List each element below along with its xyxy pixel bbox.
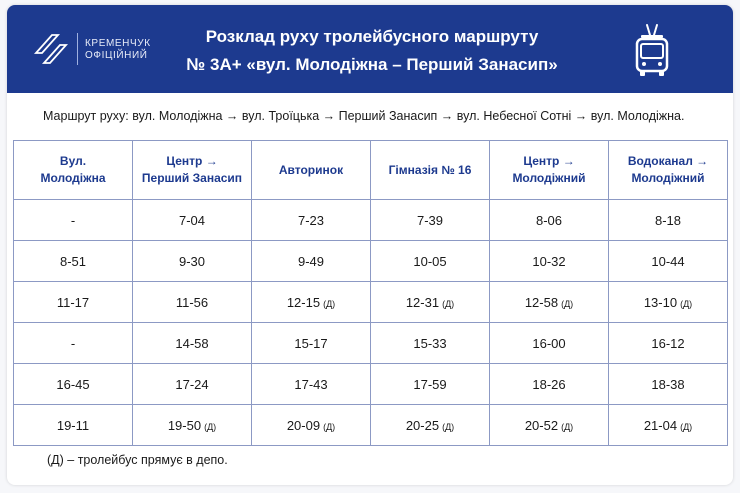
time-value: 20-09 [286, 417, 321, 433]
time-cell [252, 241, 371, 282]
time-cell [133, 405, 252, 446]
time-value: 18-26 [532, 376, 566, 392]
time-value: 15-17 [294, 335, 328, 351]
depot-mark: (Д) [680, 421, 693, 432]
schedule-table [13, 140, 728, 446]
time-value: 17-24 [175, 376, 209, 392]
logo-divider [77, 33, 78, 65]
depot-mark: (Д) [323, 298, 336, 309]
time-cell [609, 241, 728, 282]
column-header-line2: Молодіжний [631, 171, 705, 185]
time-cell [371, 241, 490, 282]
logo-line1: КРЕМЕНЧУК [85, 38, 151, 49]
time-value: 18-38 [651, 376, 685, 392]
column-header-line1: Водоканал → [627, 154, 709, 168]
table-body [14, 200, 728, 446]
time-value: 8-18 [654, 212, 682, 228]
time-cell [14, 282, 133, 323]
time-value: 11-56 [175, 294, 209, 310]
time-cell [133, 364, 252, 405]
time-value: 15-33 [413, 335, 447, 351]
time-cell [609, 282, 728, 323]
depot-mark: (Д) [204, 421, 217, 432]
column-header [14, 141, 133, 200]
time-value: 7-04 [178, 212, 206, 228]
time-value: 20-52 [524, 417, 559, 433]
page-title-line2: № 3А+ «вул. Молодіжна – Перший Занасип» [186, 55, 558, 74]
trolleybus-icon [633, 23, 671, 79]
time-value: 19-11 [56, 417, 90, 433]
time-cell [609, 323, 728, 364]
time-value: 10-44 [651, 253, 685, 269]
time-cell [490, 200, 609, 241]
time-value: 17-43 [294, 376, 328, 392]
table-header-row [14, 141, 728, 200]
depot-mark: (Д) [561, 421, 574, 432]
depot-mark: (Д) [442, 421, 455, 432]
time-cell [490, 323, 609, 364]
time-cell [14, 200, 133, 241]
time-value: 17-59 [413, 376, 447, 392]
time-value: 12-15 [286, 294, 321, 310]
column-header-line2: Молодіжна [40, 171, 106, 185]
column-header-line1: Гімназія № 16 [388, 162, 472, 177]
time-value: 10-05 [413, 253, 447, 269]
column-header-line1: Вул. [59, 154, 87, 168]
time-value: 11-17 [56, 294, 90, 310]
time-cell [490, 364, 609, 405]
time-cell [14, 241, 133, 282]
time-cell [490, 405, 609, 446]
time-value: 16-12 [651, 335, 685, 351]
time-cell [609, 200, 728, 241]
table-row [14, 405, 728, 446]
column-header [371, 141, 490, 200]
time-value: 13-10 [643, 294, 678, 310]
column-header [133, 141, 252, 200]
column-header-line2: Молодіжний [512, 171, 586, 185]
time-value: 7-39 [416, 212, 444, 228]
time-value: - [70, 212, 76, 228]
time-cell [14, 405, 133, 446]
column-header-line2: Перший Занасип [141, 171, 243, 185]
time-cell [490, 282, 609, 323]
time-cell [133, 241, 252, 282]
schedule-card [7, 5, 733, 485]
time-cell [14, 364, 133, 405]
time-cell [252, 200, 371, 241]
time-value: 12-31 [405, 294, 440, 310]
column-header-line1: Авторинок [278, 162, 344, 177]
route-description: Маршрут руху: вул. Молодіжна → вул. Троїцька → Перший Занасип → вул. Небесної Сотні → вул. Молодіжна. [43, 109, 685, 123]
column-header [609, 141, 728, 200]
depot-mark: (Д) [442, 298, 455, 309]
time-value: 8-06 [535, 212, 563, 228]
header-banner [7, 5, 733, 93]
time-cell [371, 364, 490, 405]
time-cell [371, 323, 490, 364]
time-value: 7-23 [297, 212, 325, 228]
time-cell [133, 200, 252, 241]
time-value: 12-58 [524, 294, 559, 310]
time-value: 14-58 [175, 335, 209, 351]
column-header-line1: Центр → [166, 154, 218, 168]
time-cell [490, 241, 609, 282]
footnote: (Д) – тролейбус прямує в депо. [47, 453, 228, 467]
time-value: - [70, 335, 76, 351]
depot-mark: (Д) [323, 421, 336, 432]
time-cell [252, 282, 371, 323]
column-header [490, 141, 609, 200]
time-cell [133, 323, 252, 364]
kremenchuk-logo-icon [32, 31, 68, 67]
table-row [14, 200, 728, 241]
column-header [252, 141, 371, 200]
table-row [14, 323, 728, 364]
logo-line2: ОФІЦІЙНИЙ [85, 50, 148, 61]
time-cell [252, 364, 371, 405]
time-cell [371, 200, 490, 241]
time-cell [371, 282, 490, 323]
time-value: 8-51 [59, 253, 87, 269]
time-cell [133, 282, 252, 323]
time-cell [609, 405, 728, 446]
logo-text [85, 38, 151, 62]
time-value: 9-30 [178, 253, 206, 269]
depot-mark: (Д) [561, 298, 574, 309]
page-title-line1: Розклад руху тролейбусного маршруту [205, 27, 539, 46]
time-value: 21-04 [643, 417, 678, 433]
time-cell [14, 323, 133, 364]
time-value: 9-49 [297, 253, 325, 269]
time-cell [252, 323, 371, 364]
time-value: 19-50 [167, 417, 202, 433]
table-row [14, 241, 728, 282]
table-row [14, 364, 728, 405]
time-cell [371, 405, 490, 446]
time-value: 16-00 [532, 335, 566, 351]
time-value: 16-45 [56, 376, 90, 392]
time-cell [252, 405, 371, 446]
table-row [14, 282, 728, 323]
time-cell [609, 364, 728, 405]
time-value: 20-25 [405, 417, 440, 433]
column-header-line1: Центр → [523, 154, 575, 168]
time-value: 10-32 [532, 253, 566, 269]
depot-mark: (Д) [680, 298, 693, 309]
